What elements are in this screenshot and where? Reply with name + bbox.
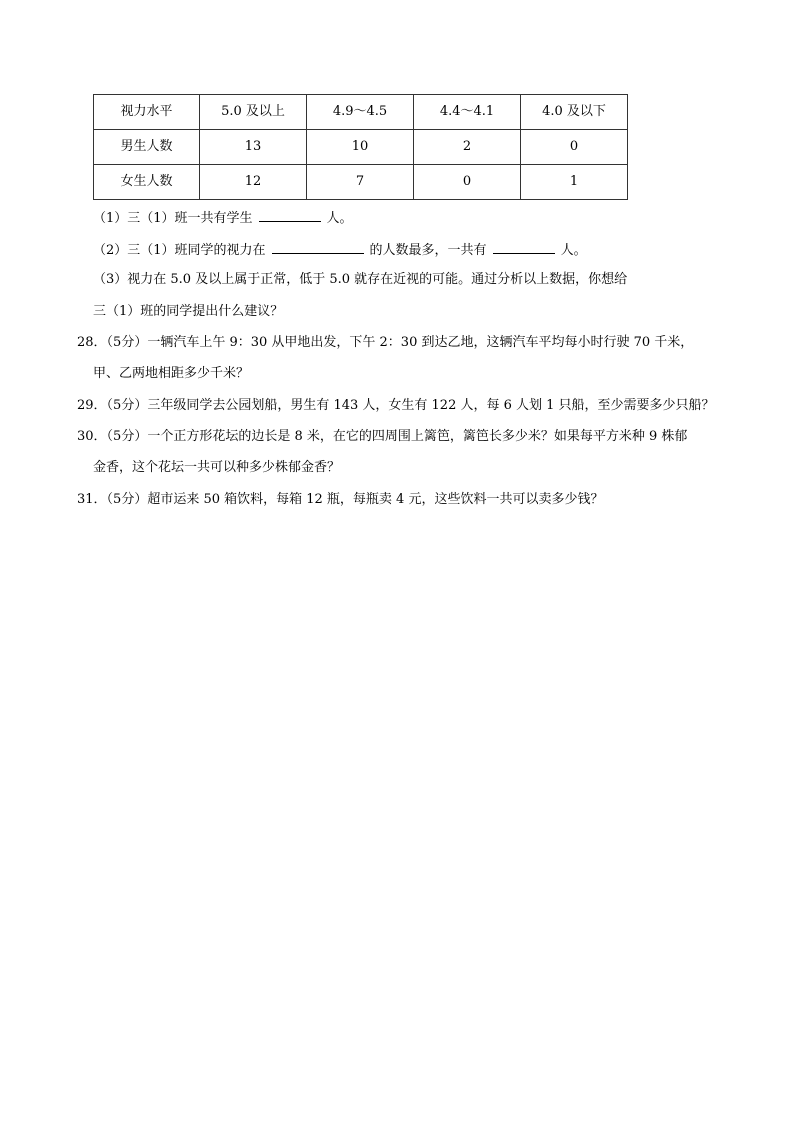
table-cell: 10 <box>307 130 414 165</box>
vision-table <box>93 94 628 200</box>
table-cell: 1 <box>521 165 628 200</box>
q28-line1: 28．（5分）一辆汽车上午 9：30 从甲地出发，下午 2：30 到达乙地，这辆汽车平均每小时行驶 70 千米， <box>77 335 694 350</box>
table-row <box>94 130 628 165</box>
table-row <box>94 165 628 200</box>
table-header-cell: 4.4～4.1 <box>414 95 521 130</box>
table-row-label: 女生人数 <box>94 165 200 200</box>
table-cell: 0 <box>414 165 521 200</box>
q27-part3-line2: 三（1）班的同学提出什么建议？ <box>93 304 284 319</box>
table-header-cell: 4.9～4.5 <box>307 95 414 130</box>
q27-part2-mid: 的人数最多，一共有 <box>369 243 487 258</box>
q27-part3-line1: （3）视力在 5.0 及以上属于正常，低于 5.0 就存在近视的可能。通过分析以上数据，你想给 <box>93 272 628 287</box>
q27-part1 <box>93 207 353 229</box>
q27-part2-unit: 人。 <box>560 243 587 258</box>
q29-line1: 29．（5分）三年级同学去公园划船，男生有 143 人，女生有 122 人，每 6 人划 1 只船，至少需要多少只船？ <box>77 398 715 413</box>
table-cell: 0 <box>521 130 628 165</box>
q27-part2-text: （2）三（1）班同学的视力在 <box>93 243 266 258</box>
table-cell: 7 <box>307 165 414 200</box>
q30-line1: 30．（5分）一个正方形花坛的边长是 8 米，在它的四周围上篱笆，篱笆长多少米？如果每平方米种 9 株郁 <box>77 429 688 444</box>
table-row-label: 男生人数 <box>94 130 200 165</box>
table-header-row <box>94 95 628 130</box>
q28-line2: 甲、乙两地相距多少千米？ <box>93 366 250 381</box>
table-cell: 13 <box>200 130 307 165</box>
answer-blank[interactable] <box>493 239 555 254</box>
q27-part1-text: （1）三（1）班一共有学生 <box>93 211 253 226</box>
table-header-cell: 视力水平 <box>94 95 200 130</box>
answer-blank[interactable] <box>259 207 321 222</box>
answer-blank[interactable] <box>272 239 364 254</box>
q30-line2: 金香，这个花坛一共可以种多少株郁金香？ <box>93 460 341 475</box>
table-cell: 2 <box>414 130 521 165</box>
table-cell: 12 <box>200 165 307 200</box>
q27-part1-unit: 人。 <box>326 211 353 226</box>
q31-line1: 31．（5分）超市运来 50 箱饮料，每箱 12 瓶，每瓶卖 4 元，这些饮料一共可以卖多少钱？ <box>77 492 604 507</box>
table-header-cell: 5.0 及以上 <box>200 95 307 130</box>
q27-part2 <box>93 239 587 261</box>
table-header-cell: 4.0 及以下 <box>521 95 628 130</box>
